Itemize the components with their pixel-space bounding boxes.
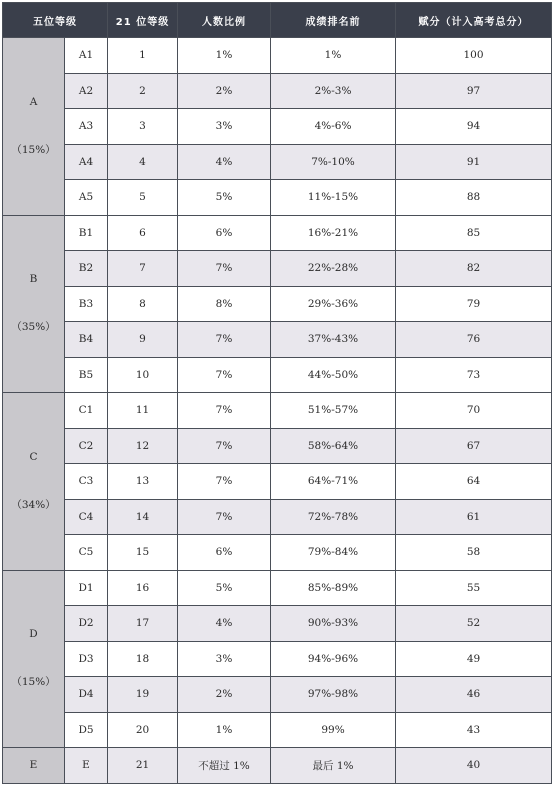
table-row xyxy=(3,73,552,109)
table-row xyxy=(3,357,552,393)
range-cell: 44%-50% xyxy=(271,357,396,393)
score-cell: 52 xyxy=(396,606,552,642)
ratio-cell: 8% xyxy=(178,286,271,322)
table-row xyxy=(3,428,552,464)
group-percent: （35%） xyxy=(11,321,56,334)
table-row xyxy=(3,464,552,500)
score-cell: 64 xyxy=(396,464,552,500)
ratio-cell: 7% xyxy=(178,393,271,429)
group-percent: （34%） xyxy=(11,498,56,511)
range-cell: 2%-3% xyxy=(271,73,396,109)
rank-cell: 11 xyxy=(108,393,178,429)
group-label: B xyxy=(29,273,38,286)
score-cell: 79 xyxy=(396,286,552,322)
sub-level: C1 xyxy=(65,393,108,429)
table-body xyxy=(3,38,552,784)
grade-table-container xyxy=(2,2,551,785)
score-cell: 61 xyxy=(396,499,552,535)
rank-cell: 13 xyxy=(108,464,178,500)
range-cell: 64%-71% xyxy=(271,464,396,500)
range-cell: 94%-96% xyxy=(271,641,396,677)
score-cell: 76 xyxy=(396,322,552,358)
score-cell: 97 xyxy=(396,73,552,109)
score-cell: 43 xyxy=(396,712,552,748)
range-cell: 97%-98% xyxy=(271,677,396,713)
sub-level: B2 xyxy=(65,251,108,287)
ratio-cell: 7% xyxy=(178,464,271,500)
table-row xyxy=(3,535,552,571)
score-cell: 73 xyxy=(396,357,552,393)
group-percent: （15%） xyxy=(11,676,56,689)
range-cell: 16%-21% xyxy=(271,215,396,251)
ratio-cell: 1% xyxy=(178,712,271,748)
grade-conversion-table xyxy=(2,2,552,784)
rank-cell: 6 xyxy=(108,215,178,251)
sub-level: D4 xyxy=(65,677,108,713)
range-cell: 最后 1% xyxy=(271,748,396,784)
ratio-cell: 5% xyxy=(178,570,271,606)
sub-level: D5 xyxy=(65,712,108,748)
rank-cell: 7 xyxy=(108,251,178,287)
ratio-cell: 6% xyxy=(178,535,271,571)
range-cell: 29%-36% xyxy=(271,286,396,322)
ratio-cell: 6% xyxy=(178,215,271,251)
ratio-cell: 4% xyxy=(178,606,271,642)
range-cell: 90%-93% xyxy=(271,606,396,642)
ratio-cell: 2% xyxy=(178,73,271,109)
rank-cell: 12 xyxy=(108,428,178,464)
sub-level: C5 xyxy=(65,535,108,571)
ratio-cell: 5% xyxy=(178,180,271,216)
score-cell: 94 xyxy=(396,109,552,145)
table-row xyxy=(3,641,552,677)
table-row xyxy=(3,286,552,322)
range-cell: 4%-6% xyxy=(271,109,396,145)
group-percent: （15%） xyxy=(11,143,56,156)
sub-level: A5 xyxy=(65,180,108,216)
score-cell: 40 xyxy=(396,748,552,784)
range-cell: 72%-78% xyxy=(271,499,396,535)
rank-cell: 2 xyxy=(108,73,178,109)
rank-cell: 19 xyxy=(108,677,178,713)
score-cell: 49 xyxy=(396,641,552,677)
table-row-e xyxy=(3,748,552,784)
score-cell: 55 xyxy=(396,570,552,606)
group-cell-c xyxy=(3,393,65,571)
rank-cell: 18 xyxy=(108,641,178,677)
ratio-cell: 7% xyxy=(178,499,271,535)
sub-level: B5 xyxy=(65,357,108,393)
table-row xyxy=(3,712,552,748)
score-cell: 88 xyxy=(396,180,552,216)
range-cell: 1% xyxy=(271,38,396,74)
group-label: A xyxy=(29,95,38,108)
table-row xyxy=(3,393,552,429)
table-row xyxy=(3,180,552,216)
table-row xyxy=(3,322,552,358)
range-cell: 51%-57% xyxy=(271,393,396,429)
score-cell: 100 xyxy=(396,38,552,74)
range-cell: 22%-28% xyxy=(271,251,396,287)
header-score: 赋分（计入高考总分） xyxy=(396,3,552,38)
rank-cell: 21 xyxy=(108,748,178,784)
score-cell: 85 xyxy=(396,215,552,251)
rank-cell: 17 xyxy=(108,606,178,642)
group-cell-b xyxy=(3,215,65,393)
ratio-cell: 7% xyxy=(178,322,271,358)
ratio-cell: 2% xyxy=(178,677,271,713)
group-label: C xyxy=(29,450,38,463)
sub-level: B1 xyxy=(65,215,108,251)
ratio-cell: 1% xyxy=(178,38,271,74)
rank-cell: 14 xyxy=(108,499,178,535)
sub-level: C3 xyxy=(65,464,108,500)
sub-level: A4 xyxy=(65,144,108,180)
score-cell: 67 xyxy=(396,428,552,464)
rank-cell: 5 xyxy=(108,180,178,216)
rank-cell: 16 xyxy=(108,570,178,606)
sub-level: B3 xyxy=(65,286,108,322)
table-row xyxy=(3,144,552,180)
sub-level: A3 xyxy=(65,109,108,145)
table-row xyxy=(3,570,552,606)
range-cell: 85%-89% xyxy=(271,570,396,606)
sub-level: A2 xyxy=(65,73,108,109)
table-row xyxy=(3,109,552,145)
table-row xyxy=(3,251,552,287)
header-rank-range: 成绩排名前 xyxy=(271,3,396,38)
rank-cell: 3 xyxy=(108,109,178,145)
group-label: D xyxy=(29,628,38,641)
ratio-cell: 不超过 1% xyxy=(178,748,271,784)
table-row xyxy=(3,677,552,713)
rank-cell: 9 xyxy=(108,322,178,358)
score-cell: 82 xyxy=(396,251,552,287)
ratio-cell: 7% xyxy=(178,251,271,287)
table-row xyxy=(3,38,552,74)
rank-cell: 8 xyxy=(108,286,178,322)
score-cell: 91 xyxy=(396,144,552,180)
sub-level: D1 xyxy=(65,570,108,606)
ratio-cell: 4% xyxy=(178,144,271,180)
range-cell: 79%-84% xyxy=(271,535,396,571)
ratio-cell: 7% xyxy=(178,428,271,464)
group-cell-d xyxy=(3,570,65,748)
table-row xyxy=(3,499,552,535)
header-ratio: 人数比例 xyxy=(178,3,271,38)
score-cell: 58 xyxy=(396,535,552,571)
rank-cell: 1 xyxy=(108,38,178,74)
range-cell: 7%-10% xyxy=(271,144,396,180)
ratio-cell: 7% xyxy=(178,357,271,393)
header-21-level: 21 位等级 xyxy=(108,3,178,38)
group-label-e: E xyxy=(3,748,65,784)
ratio-cell: 3% xyxy=(178,109,271,145)
sub-level: E xyxy=(65,748,108,784)
range-cell: 37%-43% xyxy=(271,322,396,358)
sub-level: C2 xyxy=(65,428,108,464)
ratio-cell: 3% xyxy=(178,641,271,677)
header-five-level: 五位等级 xyxy=(3,3,108,38)
score-cell: 46 xyxy=(396,677,552,713)
rank-cell: 20 xyxy=(108,712,178,748)
rank-cell: 15 xyxy=(108,535,178,571)
table-row xyxy=(3,215,552,251)
table-row xyxy=(3,606,552,642)
score-cell: 70 xyxy=(396,393,552,429)
sub-level: D2 xyxy=(65,606,108,642)
group-cell-a xyxy=(3,38,65,216)
sub-level: B4 xyxy=(65,322,108,358)
sub-level: D3 xyxy=(65,641,108,677)
rank-cell: 4 xyxy=(108,144,178,180)
table-header-row xyxy=(3,3,552,38)
rank-cell: 10 xyxy=(108,357,178,393)
range-cell: 58%-64% xyxy=(271,428,396,464)
range-cell: 99% xyxy=(271,712,396,748)
sub-level: A1 xyxy=(65,38,108,74)
range-cell: 11%-15% xyxy=(271,180,396,216)
sub-level: C4 xyxy=(65,499,108,535)
